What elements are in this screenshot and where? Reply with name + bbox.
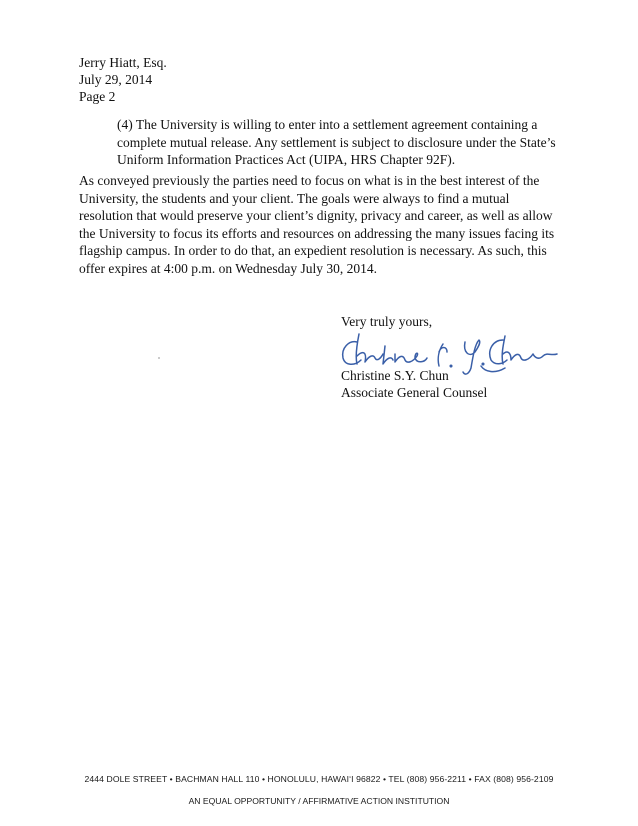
item-4-paragraph (117, 116, 557, 169)
footer-eeo-statement: AN EQUAL OPPORTUNITY / AFFIRMATIVE ACTION INSTITUTION (188, 796, 450, 806)
signer-block (341, 367, 487, 401)
signer-title: Associate General Counsel (341, 385, 488, 400)
signer-name: Christine S.Y. Chun (341, 368, 449, 383)
body-line: University, the students and your client. The goals were always to find a mutual (79, 190, 510, 206)
body-line: the University to focus its efforts and resources on addressing the many issues facing its (79, 225, 555, 241)
item-4-line: (4) The University is willing to enter into a settlement agreement containing a (117, 117, 538, 132)
item-4-line: Uniform Information Practices Act (UIPA, HRS Chapter 92F). (117, 152, 456, 167)
body-line: resolution that would preserve your client’s dignity, privacy and career, as well as allow (79, 208, 553, 224)
body-paragraph (79, 172, 559, 278)
page-number: Page 2 (79, 89, 116, 104)
body-line: flagship campus. In order to do that, an expedient resolution is necessary. As such, this (79, 243, 547, 259)
body-line: offer expires at 4:00 p.m. on Wednesday July 30, 2014. (79, 260, 377, 276)
footer-address: 2444 DOLE STREET • BACHMAN HALL 110 • HONOLULU, HAWAI‘I 96822 • TEL (808) 956-2211 • FAX (808) 956-2109 (84, 774, 554, 784)
closing-salutation: Very truly yours, (341, 314, 433, 329)
scan-speck (158, 357, 160, 359)
date-line: July 29, 2014 (79, 72, 153, 87)
recipient-line: Jerry Hiatt, Esq. (79, 55, 167, 70)
letter-header (79, 54, 167, 105)
item-4-line: complete mutual release. Any settlement is subject to disclosure under the State’s (117, 134, 556, 150)
body-line: As conveyed previously the parties need to focus on what is in the best interest of the (79, 173, 540, 188)
